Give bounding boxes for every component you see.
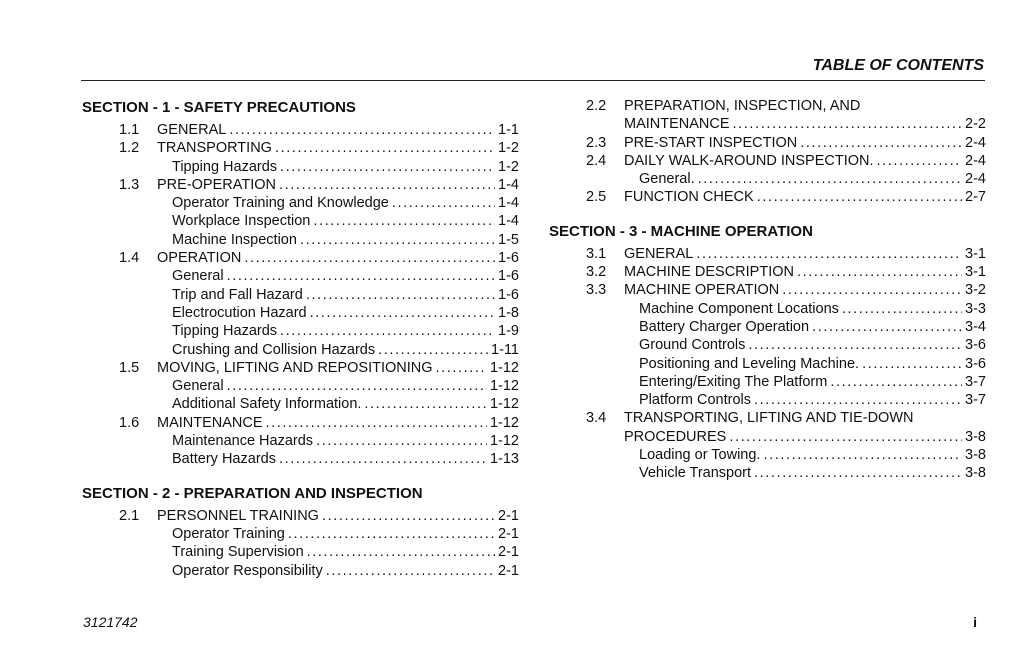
dot-leader <box>279 176 495 194</box>
entry-title: Operator Training <box>172 525 285 542</box>
toc-entry[interactable] <box>549 409 986 427</box>
toc-entry[interactable] <box>82 359 519 377</box>
entry-title: Platform Controls <box>639 392 752 409</box>
entry-page: 3-8 <box>965 447 986 464</box>
entry-title: OPERATION <box>157 250 242 267</box>
dot-leader <box>280 158 495 176</box>
entry-page: 1-9 <box>498 323 519 340</box>
entry-page: 2-1 <box>498 562 519 579</box>
toc-subentry[interactable] <box>549 336 986 354</box>
entry-page: 1-4 <box>498 195 519 212</box>
entry-number: 3.1 <box>586 245 607 262</box>
entry-title: Trip and Fall Hazard <box>172 286 303 303</box>
header-divider <box>81 80 985 81</box>
entry-number: 1.3 <box>119 176 140 193</box>
toc-entry[interactable] <box>549 97 986 115</box>
entry-title: General. <box>639 171 695 188</box>
dot-leader <box>782 281 962 299</box>
entry-page: 2-1 <box>498 525 519 542</box>
dot-leader <box>754 391 962 409</box>
entry-page: 3-2 <box>965 282 986 299</box>
entry-page: 1-12 <box>489 414 519 431</box>
dot-leader <box>364 395 487 413</box>
dot-leader <box>288 525 495 543</box>
entry-title: TRANSPORTING <box>157 140 272 157</box>
dot-leader <box>227 267 495 285</box>
dot-leader <box>698 170 962 188</box>
dot-leader <box>279 450 487 468</box>
toc-subentry[interactable] <box>82 341 519 359</box>
entry-title: General <box>172 268 224 285</box>
entry-page: 1-4 <box>498 213 519 230</box>
entry-page: 3-6 <box>965 337 986 354</box>
toc-subentry[interactable] <box>82 304 519 322</box>
toc-subentry[interactable] <box>82 525 519 543</box>
entry-title: Workplace Inspection <box>172 213 311 230</box>
entry-page: 3-6 <box>965 355 986 372</box>
entry-page: 2-1 <box>498 544 519 561</box>
toc-entry[interactable] <box>549 263 986 281</box>
entry-page: 1-12 <box>489 396 519 413</box>
entry-page: 1-6 <box>498 250 519 267</box>
dot-leader <box>313 212 495 230</box>
toc-entry[interactable] <box>549 281 986 299</box>
dot-leader <box>322 507 495 525</box>
entry-number: 1.6 <box>119 414 140 431</box>
entry-page: 2-2 <box>965 116 986 133</box>
section-spacer <box>549 207 986 221</box>
entry-page: 2-1 <box>498 507 519 524</box>
entry-page: 1-12 <box>489 433 519 450</box>
entry-page: 1-11 <box>491 341 519 358</box>
dot-leader <box>842 300 962 318</box>
document-number: 3121742 <box>83 614 138 630</box>
entry-number: 3.3 <box>586 282 607 299</box>
entry-number: 1.1 <box>119 122 140 138</box>
dot-leader <box>229 121 495 139</box>
entry-number: 3.4 <box>586 410 607 427</box>
section-heading: SECTION - 3 - MACHINE OPERATION <box>549 222 813 240</box>
entry-title: Tipping Hazards <box>172 323 278 340</box>
entry-title: Training Supervision <box>172 544 304 561</box>
page-number: i <box>973 614 977 630</box>
toc-entry[interactable] <box>82 121 519 139</box>
toc-subentry[interactable] <box>82 231 519 249</box>
toc-entry[interactable] <box>82 414 519 432</box>
page-title: TABLE OF CONTENTS <box>812 57 984 74</box>
toc-entry[interactable] <box>549 428 986 446</box>
entry-title: Additional Safety Information. <box>172 396 362 413</box>
dot-leader <box>729 428 962 446</box>
entry-page: 1-2 <box>498 158 519 175</box>
dot-leader <box>307 543 495 561</box>
entry-title: PERSONNEL TRAINING <box>157 507 319 524</box>
toc-subentry[interactable] <box>82 432 519 450</box>
entry-page: 1-12 <box>489 378 519 395</box>
entry-page: 1-6 <box>498 268 519 285</box>
entry-title: Operator Responsibility <box>172 562 323 579</box>
dot-leader <box>797 263 962 281</box>
entry-title: Crushing and Collision Hazards <box>172 341 376 358</box>
toc-subentry[interactable] <box>549 464 986 482</box>
entry-title: TRANSPORTING, LIFTING AND TIE-DOWN <box>624 410 914 427</box>
entry-title: Maintenance Hazards <box>172 433 314 450</box>
entry-page: 2-4 <box>965 171 986 188</box>
section-spacer <box>82 469 519 483</box>
toc-subentry[interactable] <box>549 300 986 318</box>
toc-entry[interactable] <box>549 188 986 206</box>
toc-subentry[interactable] <box>549 373 986 391</box>
entry-page: 3-3 <box>965 300 986 317</box>
dot-leader <box>275 139 495 157</box>
entry-title: Positioning and Leveling Machine. <box>639 355 860 372</box>
entry-title: Entering/Exiting The Platform <box>639 373 828 390</box>
toc-right-column <box>549 97 986 483</box>
dot-leader <box>316 432 487 450</box>
entry-title: DAILY WALK-AROUND INSPECTION. <box>624 152 874 169</box>
toc-subentry[interactable] <box>549 170 986 188</box>
entry-number: 2.1 <box>119 507 140 524</box>
dot-leader <box>757 188 962 206</box>
toc-subentry[interactable] <box>82 158 519 176</box>
entry-title: MAINTENANCE <box>624 116 730 133</box>
dot-leader <box>266 414 487 432</box>
entry-title: MOVING, LIFTING AND REPOSITIONING <box>157 359 433 376</box>
entry-title: GENERAL <box>157 122 227 138</box>
toc-subentry[interactable] <box>549 318 986 336</box>
entry-page: 3-7 <box>965 373 986 390</box>
entry-page: 2-7 <box>965 189 986 206</box>
dot-leader <box>812 318 962 336</box>
entry-title: MACHINE OPERATION <box>624 282 780 299</box>
entry-number: 2.5 <box>586 189 607 206</box>
toc-subentry[interactable] <box>82 322 519 340</box>
entry-page: 3-8 <box>965 465 986 482</box>
dot-leader <box>696 245 962 263</box>
toc-entry[interactable] <box>82 139 519 157</box>
entry-page: 1-6 <box>498 286 519 303</box>
dot-leader <box>830 373 962 391</box>
entry-title: PRE-OPERATION <box>157 176 276 193</box>
entry-title: Machine Inspection <box>172 231 297 248</box>
entry-page: 3-1 <box>965 245 986 262</box>
dot-leader <box>326 562 495 580</box>
entry-title: Electrocution Hazard <box>172 304 307 321</box>
toc-entry[interactable] <box>82 249 519 267</box>
toc-subentry[interactable] <box>82 450 519 468</box>
entry-title: PRE-START INSPECTION <box>624 134 798 151</box>
entry-number: 2.3 <box>586 134 607 151</box>
entry-number: 1.5 <box>119 359 140 376</box>
toc-subentry[interactable] <box>82 267 519 285</box>
dot-leader <box>733 115 962 133</box>
entry-page: 1-12 <box>489 359 519 376</box>
toc-entry[interactable] <box>82 507 519 525</box>
section-heading: SECTION - 2 - PREPARATION AND INSPECTION <box>82 484 423 502</box>
entry-page: 3-7 <box>965 392 986 409</box>
dot-leader <box>227 377 487 395</box>
entry-title: PREPARATION, INSPECTION, AND <box>624 98 861 114</box>
toc-entry[interactable] <box>82 176 519 194</box>
toc-subentry[interactable] <box>549 391 986 409</box>
entry-title: General <box>172 378 224 395</box>
dot-leader <box>748 336 962 354</box>
dot-leader <box>436 359 487 377</box>
entry-number: 3.2 <box>586 264 607 281</box>
entry-title: Ground Controls <box>639 337 746 354</box>
dot-leader <box>306 286 495 304</box>
dot-leader <box>763 446 962 464</box>
toc-subentry[interactable] <box>82 194 519 212</box>
entry-number: 2.2 <box>586 98 607 114</box>
toc-subentry[interactable] <box>82 286 519 304</box>
dot-leader <box>754 464 962 482</box>
dot-leader <box>280 322 495 340</box>
dot-leader <box>310 304 495 322</box>
toc-left-column <box>82 97 519 580</box>
entry-title: Operator Training and Knowledge <box>172 195 389 212</box>
entry-number: 2.4 <box>586 152 607 169</box>
dot-leader <box>877 152 963 170</box>
entry-title: Machine Component Locations <box>639 300 839 317</box>
entry-page: 3-4 <box>965 318 986 335</box>
dot-leader <box>862 355 962 373</box>
entry-page: 1-1 <box>498 122 519 138</box>
entry-title: Battery Charger Operation <box>639 318 810 335</box>
entry-title: MACHINE DESCRIPTION <box>624 264 794 281</box>
toc-subentry[interactable] <box>82 395 519 413</box>
entry-title: FUNCTION CHECK <box>624 189 754 206</box>
dot-leader <box>392 194 495 212</box>
entry-page: 1-2 <box>498 140 519 157</box>
entry-title: MAINTENANCE <box>157 414 263 431</box>
entry-page: 3-8 <box>965 428 986 445</box>
toc-subentry[interactable] <box>82 562 519 580</box>
entry-number: 1.4 <box>119 250 140 267</box>
entry-title: Vehicle Transport <box>639 465 752 482</box>
entry-page: 1-4 <box>498 176 519 193</box>
toc-subentry[interactable] <box>82 377 519 395</box>
toc-entry[interactable] <box>549 134 986 152</box>
dot-leader <box>800 134 962 152</box>
toc-entry[interactable] <box>549 115 986 133</box>
entry-page: 3-1 <box>965 264 986 281</box>
entry-page: 1-8 <box>498 304 519 321</box>
dot-leader <box>378 341 488 359</box>
dot-leader <box>244 249 495 267</box>
toc-subentry[interactable] <box>82 212 519 230</box>
entry-title: PROCEDURES <box>624 428 727 445</box>
entry-page: 2-4 <box>965 152 986 169</box>
toc-subentry[interactable] <box>549 355 986 373</box>
toc-subentry[interactable] <box>82 543 519 561</box>
entry-number: 1.2 <box>119 140 140 157</box>
section-heading: SECTION - 1 - SAFETY PRECAUTIONS <box>82 99 356 116</box>
toc-entry[interactable] <box>549 245 986 263</box>
entry-page: 1-5 <box>498 231 519 248</box>
entry-title: Loading or Towing. <box>639 447 761 464</box>
dot-leader <box>300 231 495 249</box>
toc-subentry[interactable] <box>549 446 986 464</box>
entry-page: 1-13 <box>489 451 519 468</box>
entry-title: Battery Hazards <box>172 451 276 468</box>
entry-title: Tipping Hazards <box>172 158 278 175</box>
entry-page: 2-4 <box>965 134 986 151</box>
entry-title: GENERAL <box>624 245 694 262</box>
toc-entry[interactable] <box>549 152 986 170</box>
